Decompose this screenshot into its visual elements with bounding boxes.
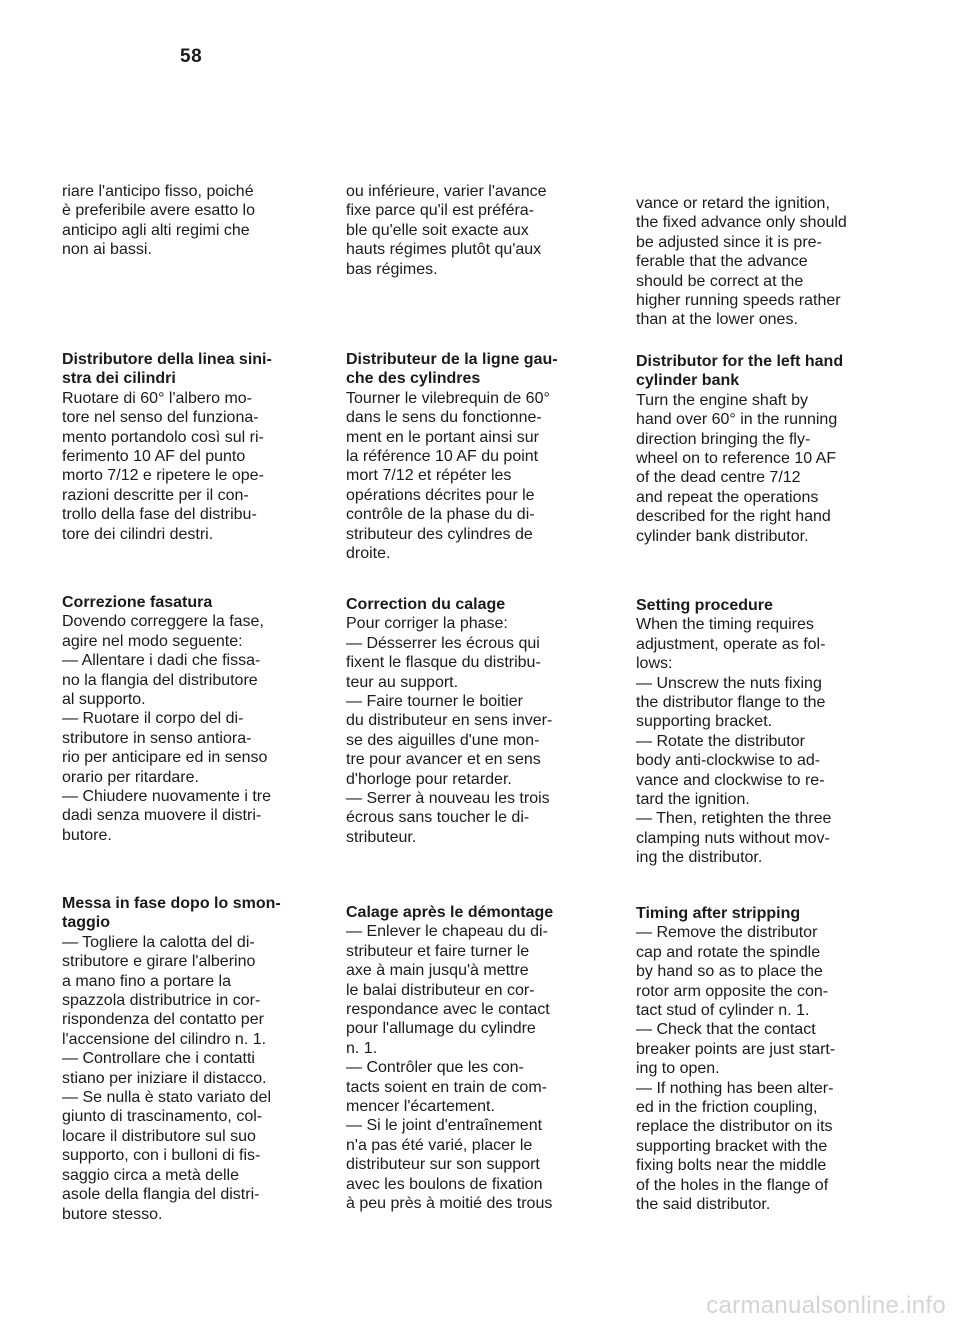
- page-number: 58: [180, 46, 203, 67]
- section-heading: Correction du calage: [346, 596, 506, 613]
- section-body: Pour corriger la phase: — Désserrer les écrous qui fixent le flasque du distribu- teur au support. — Faire tourner le boitier du distributeur en sens inver- se des aiguilles d'une mon- tre pour avancer et en sens d'horloge pour retarder. — Serrer à nouveau les trois écrous sans toucher le di- stributeur.: [346, 615, 553, 846]
- section-heading: Calage après le démontage: [346, 904, 554, 921]
- section-heading: Distributeur de la ligne gau- che des cylindres: [346, 351, 558, 388]
- section-heading: Correzione fasatura: [62, 594, 213, 611]
- section-heading: Setting procedure: [636, 597, 773, 614]
- section-body: — Togliere la calotta del di- stributore e girare l'alberino a mano fino a portare la spazzola distributrice in cor- rispondenza del contatto per l'accensione del cilindro n. 1. — Controllare che i contatti stiano per iniziare il distacco. — Se nulla è stato variato del giunto di trascinamento, col- locare il distributore sul suo supporto, con i bulloni di fis- saggio circa a metà delle asole della flangia del distri- butore stesso.: [62, 933, 272, 1223]
- watermark: carmanualsonline.info: [706, 1292, 946, 1319]
- section-body: — Remove the distributor cap and rotate the spindle by hand so as to place the rotor arm opposite the con- tact stud of cylinder n. 1. — Check that the contact breaker points are just start- ing to open. — If nothing has been alter- ed in the friction coupling, replace the distributor on its supporting bracket with the fixing bolts near the middle of the holes in the flange of the said distributor.: [636, 924, 836, 1214]
- section-body: When the timing requires adjustment, operate as fol- lows: — Unscrew the nuts fixing the distributor flange to the supporting bracket. — Rotate the distributor body anti-clockwise to ad- vance and clockwise to re- tard the ignition. — Then, retighten the three clamping nuts without mov- ing the distributor.: [636, 616, 832, 867]
- section-body: Turn the engine shaft by hand over 60° in the running direction bringing the fly- wheel on to reference 10 AF of the dead centre 7/12 and repeat the operations described for the right hand cylinder bank distributor.: [636, 391, 838, 545]
- intro-paragraph: riare l'anticipo fisso, poiché è preferibile avere esatto lo anticipo agli alti regimi che non ai bassi.: [62, 183, 255, 259]
- section-body: Tourner le vilebrequin de 60° dans le sens du fonctionne- ment en le portant ainsi sur la référence 10 AF du point mort 7/12 et répéter les opérations décrites pour le contrôle de la phase du di- stributeur des cylindres de droite.: [346, 389, 550, 563]
- section-body: Dovendo correggere la fase, agire nel modo seguente: — Allentare i dadi che fissa- no la flangia del distributore al supporto. — Ruotare il corpo del di- stributore in senso antiora- rio per anticipare ed in senso orario per ritardare. — Chiudere nuovamente i tre dadi senza muovere il distri- butore.: [62, 613, 271, 844]
- section-heading: Distributor for the left hand cylinder bank: [636, 353, 844, 390]
- section-heading: Distributore della linea sini- stra dei cilindri: [62, 351, 272, 388]
- intro-paragraph: ou inférieure, varier l'avance fixe parce qu'il est préféra- ble qu'elle soit exacte aux hauts régimes plutôt qu'aux bas régimes.: [346, 183, 547, 278]
- section-heading: Messa in fase dopo lo smon- taggio: [62, 895, 281, 932]
- section-heading: Timing after stripping: [636, 905, 801, 922]
- section-body: Ruotare di 60° l'albero mo- tore nel senso del funziona- mento portandolo così sul ri- ferimento 10 AF del punto morto 7/12 e ripetere le ope- razioni descritte per il con- trollo della fase del distribu- tore dei cilindri destri.: [62, 389, 264, 543]
- section-body: — Enlever le chapeau du di- stributeur et faire turner le axe à main jusqu'à mettre le balai distributeur en cor- respondance avec le contact pour l'allumage du cylindre n. 1. — Contrôler que les con- tacts soient en train de com- mencer l'écartement. — Si le joint d'entraînement n'a pas été varié, placer le distributeur sur son support avec les boulons de fixation à peu près à moitié des trous: [346, 923, 553, 1213]
- intro-paragraph: vance or retard the ignition, the fixed advance only should be adjusted since it is pre- ferable that the advance should be correct at the higher running speeds rather than at the lower ones.: [636, 195, 847, 329]
